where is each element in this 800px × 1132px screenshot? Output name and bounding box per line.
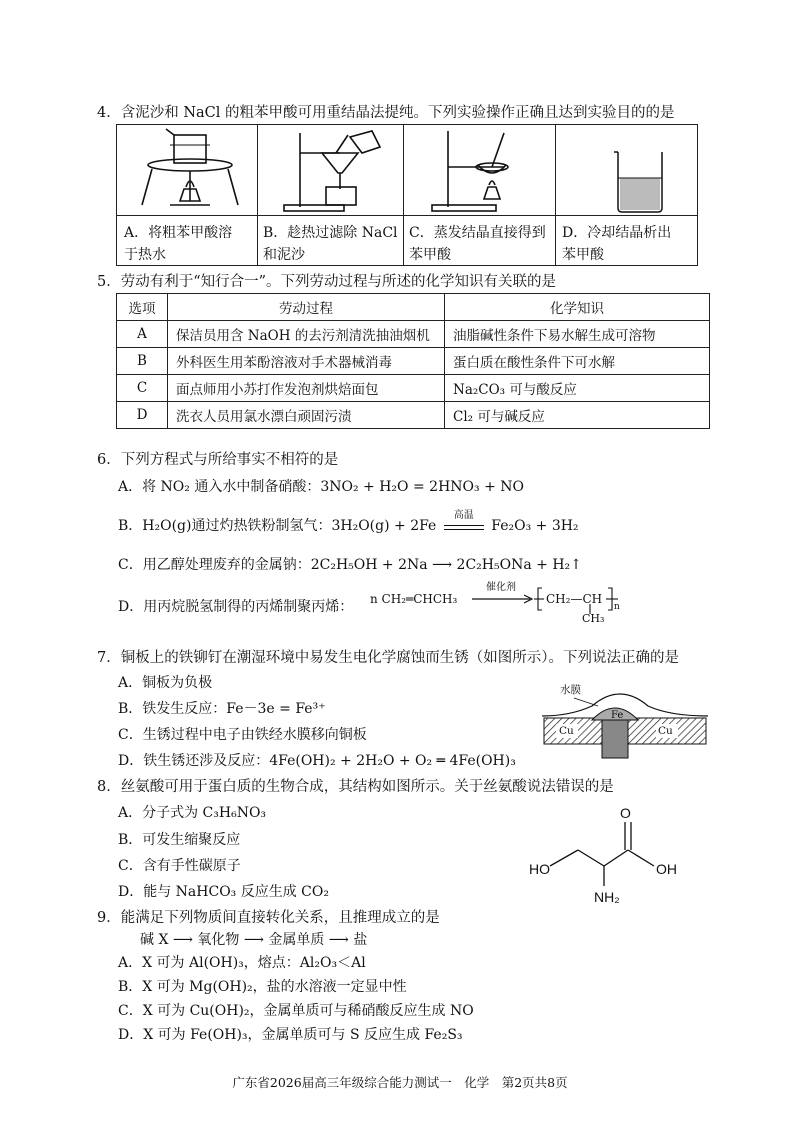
q9-option-b: B．X 可为 Mg(OH)₂，盐的水溶液一定显中性 (118, 979, 407, 995)
q8-stem: 8．丝氨酸可用于蛋白质的生物合成，其结构如图所示。关于丝氨酸说法错误的是 (97, 779, 614, 795)
q6-option-b (118, 510, 579, 535)
q8-option-d: D．能与 NaHCO₃ 反应生成 CO₂ (118, 884, 329, 900)
q6-d-product: CH₂—CH (546, 592, 603, 606)
table-row (117, 375, 710, 402)
q9-chain: 碱 X ⟶ 氧化物 ⟶ 金属单质 ⟶ 盐 (140, 932, 368, 948)
row-process: 面点师用小苏打作发泡剂烘焙面包 (168, 375, 445, 402)
table-header-row (117, 294, 710, 321)
q6-b-condition (441, 510, 487, 535)
table-row (117, 348, 710, 375)
row-knowledge: 蛋白质在酸性条件下可水解 (445, 348, 710, 375)
table-row (117, 402, 710, 429)
q7-stem: 7．铜板上的铁铆钉在潮湿环境中易发生电化学腐蚀而生锈（如图所示）。下列说法正确的是 (97, 650, 679, 666)
row-option: A (117, 321, 168, 348)
q5-table (116, 293, 710, 429)
q4-caption-d-line2: 苯甲酸 (562, 247, 604, 263)
q4-caption-d-line1: D．冷却结晶析出 (562, 225, 672, 241)
q9-option-c: C．X 可为 Cu(OH)₂，金属单质可与稀硝酸反应生成 NO (118, 1003, 474, 1019)
table-row (117, 321, 710, 348)
q7-option-b: B．铁发生反应：Fe－3e = Fe³⁺ (118, 701, 326, 717)
header-knowledge: 化学知识 (445, 294, 710, 321)
q4-caption-a-line2: 于热水 (124, 247, 166, 263)
q4-caption-c-line2: 苯甲酸 (409, 247, 451, 263)
q6-option-c: C．用乙醇处理废弃的金属钠：2C₂H₅OH + 2Na ⟶ 2C₂H₅ONa + H₂↑ (118, 557, 582, 573)
row-option: B (117, 348, 168, 375)
row-knowledge: 油脂碱性条件下易水解生成可溶物 (445, 321, 710, 348)
q8-option-a: A．分子式为 C₃H₆NO₃ (118, 805, 267, 821)
q8-option-b: B．可发生缩聚反应 (118, 832, 241, 848)
header-option: 选项 (117, 294, 168, 321)
q5-stem: 5．劳动有利于“知行合一”。下列劳动过程与所述的化学知识有关联的是 (97, 274, 557, 290)
q4-caption-a-line1: A．将粗苯甲酸溶 (124, 225, 233, 241)
q9-stem: 9．能满足下列物质间直接转化关系，且推理成立的是 (97, 910, 440, 926)
q9-option-a: A．X 可为 Al(OH)₃，熔点：Al₂O₃＜Al (118, 955, 366, 971)
mol-o-label: O (620, 805, 631, 821)
heating-apparatus-icon (130, 127, 250, 213)
q6-option-d: D．用丙烷脱氢制得的丙烯制聚丙烯： (118, 599, 354, 615)
row-process: 洗衣人员用氯水漂白顽固污渍 (168, 402, 445, 429)
q6-stem: 6．下列方程式与所给事实不相符的是 (97, 452, 339, 468)
evaporation-apparatus-icon (422, 127, 542, 213)
cu-right-label: Cu (658, 725, 673, 737)
q4-caption-b-line2: 和泥沙 (263, 247, 305, 263)
water-film-label: 水膜 (560, 684, 581, 696)
mol-nh2-label: NH₂ (594, 889, 620, 905)
page-footer: 广东省2026届高三年级综合能力测试一 化学 第2页共8页 (232, 1075, 568, 1090)
q6-d-reactant: n CH₂═CHCH₃ (370, 592, 458, 606)
header-process: 劳动过程 (168, 294, 445, 321)
row-process: 保洁员用含 NaOH 的去污剂清洗抽油烟机 (168, 321, 445, 348)
mol-oh-label: OH (656, 861, 677, 877)
q8-option-c: C．含有手性碳原子 (118, 858, 241, 874)
q6-option-b-right: Fe₂O₃ + 3H₂ (491, 518, 579, 534)
q6-b-condition-text: 高温 (453, 510, 474, 521)
q7-option-d: D．铁生锈还涉及反应：4Fe(OH)₂ + 2H₂O + O₂ ═ 4Fe(OH)₃ (118, 753, 516, 769)
q7-option-a: A．铜板为负极 (118, 675, 213, 691)
q6-option-a: A．将 NO₂ 通入水中制备硝酸：3NO₂ + H₂O = 2HNO₃ + NO (118, 479, 524, 495)
row-knowledge: Cl₂ 可与碱反应 (445, 402, 710, 429)
cu-left-label: Cu (559, 725, 574, 737)
reaction-arrow-icon (470, 592, 534, 606)
polymer-bracket-icon (534, 584, 624, 630)
row-option: C (117, 375, 168, 402)
q4-caption-c-line1: C．蒸发结晶直接得到 (409, 225, 546, 241)
fe-label: Fe (611, 710, 624, 721)
row-option: D (117, 402, 168, 429)
beaker-icon (612, 148, 668, 214)
q4-caption-b-line1: B．趁热过滤除 NaCl (263, 225, 398, 241)
q6-d-catalyst: 催化剂 (486, 582, 516, 593)
q6-d-methyl: CH₃ (582, 612, 605, 625)
q6-option-b-left: B．H₂O(g)通过灼热铁粉制氢气：3H₂O(g) + 2Fe (118, 518, 437, 534)
row-process: 外科医生用苯酚溶液对手术器械消毒 (168, 348, 445, 375)
filtration-apparatus-icon (270, 127, 400, 213)
q4-stem: 4．含泥沙和 NaCl 的粗苯甲酸可用重结晶法提纯。下列实验操作正确且达到实验目的的是 (97, 105, 675, 121)
q7-option-c: C．生锈过程中电子由铁经水膜移向铜板 (118, 727, 367, 743)
q9-option-d: D．X 可为 Fe(OH)₃，金属单质可与 S 反应生成 Fe₂S₃ (118, 1027, 463, 1043)
q6-d-n: n (614, 602, 620, 612)
mol-ho-label: HO (529, 861, 550, 877)
row-knowledge: Na₂CO₃ 可与酸反应 (445, 375, 710, 402)
